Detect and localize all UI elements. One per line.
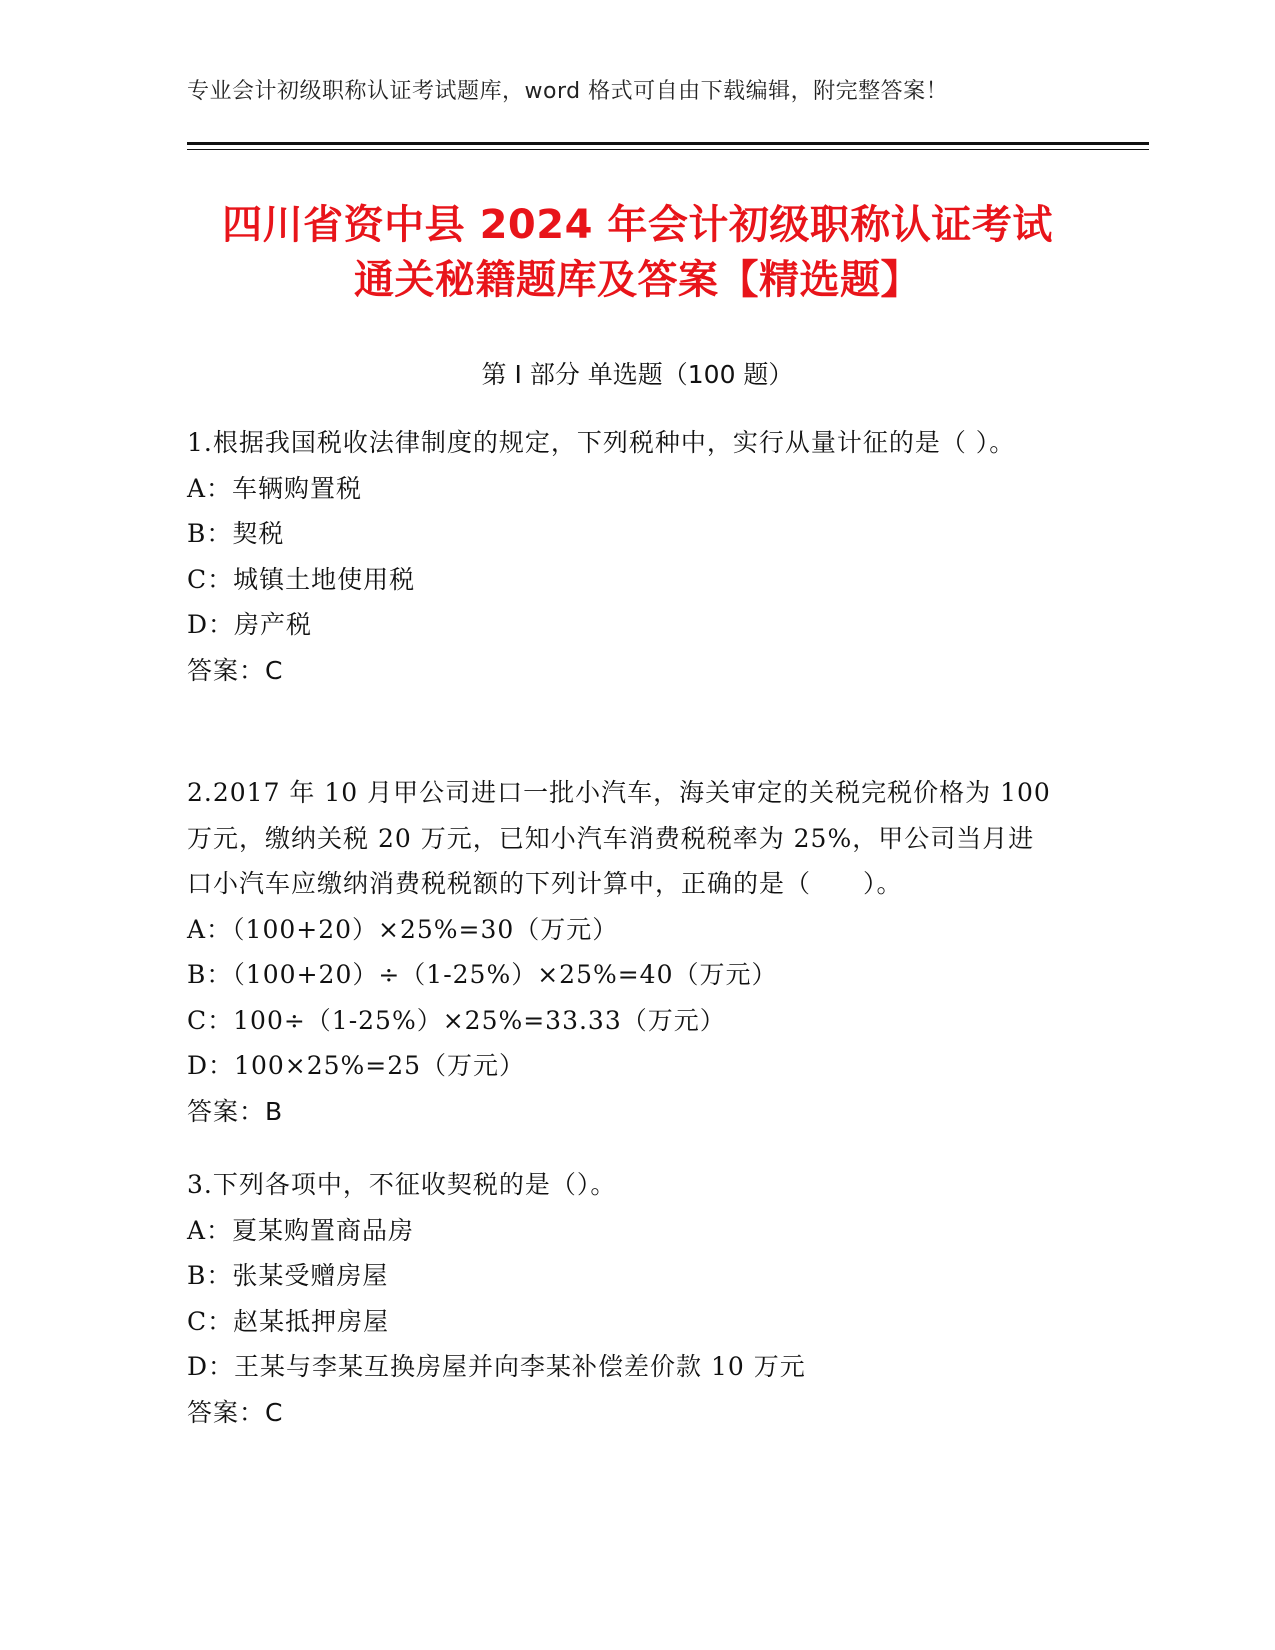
header-divider-thin (187, 149, 1149, 150)
option-a: A：（100+20）×25%=30（万元） (187, 914, 619, 944)
option-a: A：夏某购置商品房 (187, 1215, 415, 1245)
option-b: B：契税 (187, 519, 285, 548)
option-d: D：100×25%=25（万元） (187, 1051, 526, 1080)
option-d: D：房产税 (187, 610, 313, 639)
question-stem: 1.根据我国税收法律制度的规定，下列税种中，实行从量计征的是（ ）。 (187, 428, 1016, 457)
answer: 答案：C (187, 1397, 284, 1427)
option-c: C：赵某抵押房屋 (187, 1306, 390, 1336)
document-title (120, 198, 1155, 308)
title-line-2: 通关秘籍题库及答案【精选题】 (354, 257, 921, 303)
option-c: C：城镇土地使用税 (187, 564, 416, 594)
option-c: C：100÷（1-25%）×25%=33.33（万元） (187, 1005, 726, 1035)
question-3 (187, 1162, 1057, 1435)
option-d: D：王某与李某互换房屋并向李某补偿差价款 10 万元 (187, 1352, 806, 1381)
option-b: B：（100+20）÷（1-25%）×25%=40（万元） (187, 960, 778, 989)
question-stem: 2.2017 年 10 月甲公司进口一批小汽车，海关审定的关税完税价格为 100 万元，缴纳关税 20 万元，已知小汽车消费税税率为 25%，甲公司当月进口小汽车应缴纳消费税税额的下列计算中，正确的是（ ）。 (187, 778, 1051, 898)
option-a: A：车辆购置税 (187, 473, 363, 503)
answer: 答案：B (187, 1096, 284, 1126)
question-1 (187, 420, 1057, 693)
question-stem: 3.下列各项中，不征收契税的是（）。 (187, 1170, 617, 1199)
option-b: B：张某受赠房屋 (187, 1261, 389, 1290)
title-line-1: 四川省资中县 2024 年会计初级职称认证考试 (222, 202, 1053, 248)
question-2 (187, 770, 1057, 1134)
header-note: 专业会计初级职称认证考试题库，word 格式可自由下载编辑，附完整答案！ (187, 79, 949, 104)
section-heading: 第 I 部分 单选题（100 题） (481, 360, 794, 389)
header-divider-thick (187, 142, 1149, 145)
answer: 答案：C (187, 655, 284, 685)
